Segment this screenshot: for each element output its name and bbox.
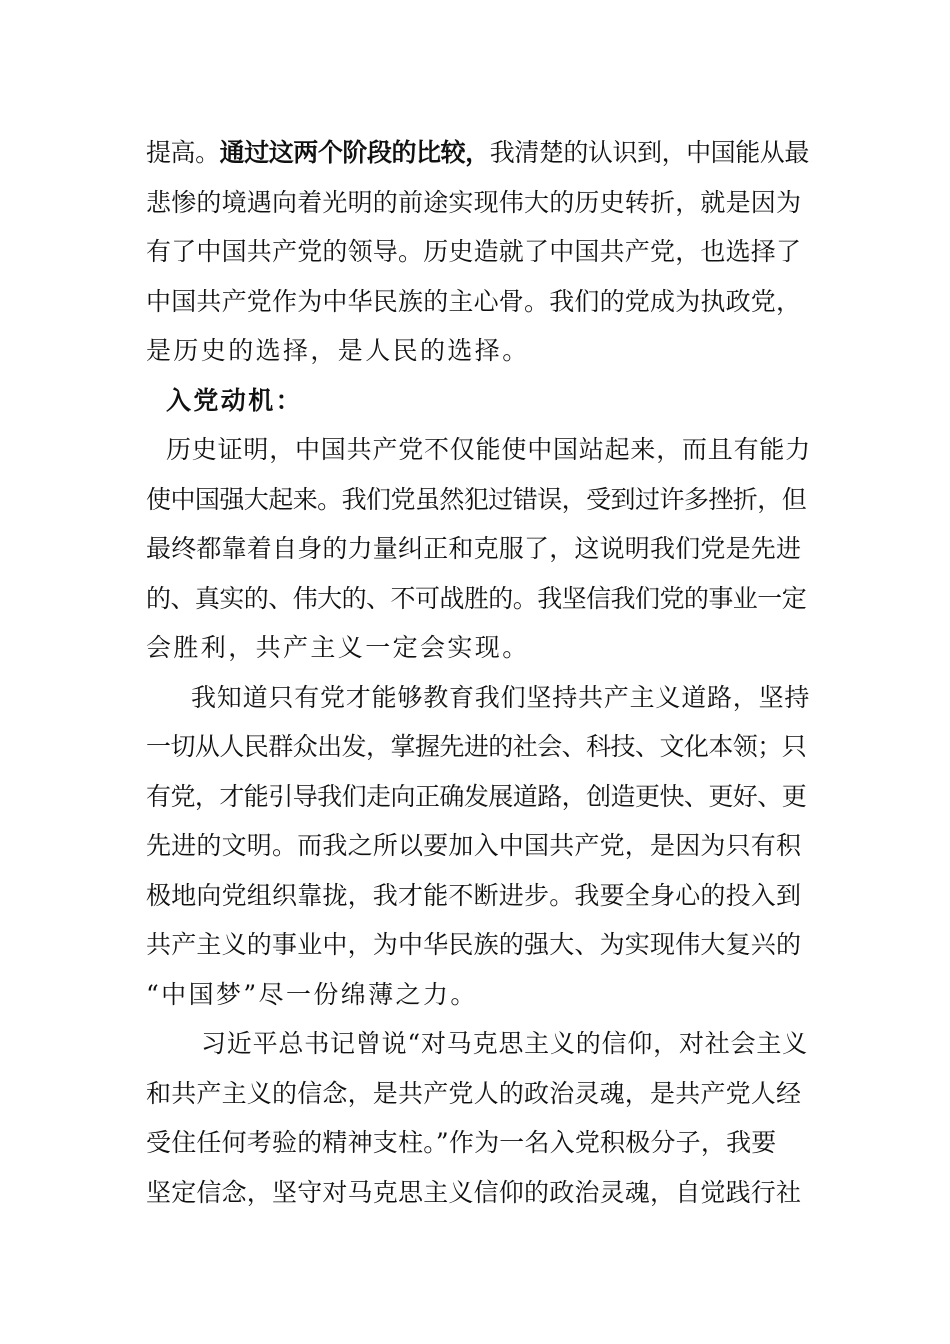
paragraph-4 xyxy=(146,1019,812,1217)
text-line: 和共产主义的信念，是共产党人的政治灵魂，是共产党人经 xyxy=(146,1078,802,1108)
text-line: 会胜利，共产主义一定会实现。 xyxy=(146,633,530,662)
text-line: 是历史的选择，是人民的选择。 xyxy=(146,336,530,365)
text-span: 提高。 xyxy=(146,138,220,167)
paragraph-1 xyxy=(146,128,812,376)
text-line: 有党，才能引导我们走向正确发展道路，创造更快、更好、更 xyxy=(146,781,807,811)
text-line: 极地向党组织靠拢，我才能不断进步。我要全身心的投入到 xyxy=(146,880,802,910)
text-line: 最终都靠着自身的力量纠正和克服了，这说明我们党是先进 xyxy=(146,534,802,563)
text-line: 我知道只有党才能够教育我们坚持共产主义道路，坚持 xyxy=(191,682,811,712)
text-line: 有了中国共产党的领导。历史造就了中国共产党，也选择了 xyxy=(146,237,802,266)
section-heading xyxy=(146,376,812,426)
paragraph-2 xyxy=(146,425,812,673)
text-line: 习近平总书记曾说“对马克思主义的信仰，对社会主义 xyxy=(201,1029,808,1058)
heading-text: 入党动机： xyxy=(166,385,304,415)
text-line: 受住任何考验的精神支柱。”作为一名入党积极分子，我要 xyxy=(146,1128,777,1157)
text-line: 共产主义的事业中，为中华民族的强大、为实现伟大复兴的 xyxy=(146,930,802,959)
text-line: 的、真实的、伟大的、不可战胜的。我坚信我们党的事业一定 xyxy=(146,583,807,613)
text-line: 历史证明，中国共产党不仅能使中国站起来，而且有能力 xyxy=(166,435,812,464)
text-span: 我清楚的认识到，中国能从最 xyxy=(489,138,809,167)
text-line: 使中国强大起来。我们党虽然犯过错误，受到过许多挫折，但 xyxy=(146,484,807,514)
text-line: “中国梦”尽一份绵薄之力。 xyxy=(146,979,478,1009)
text-line: 坚定信念，坚守对马克思主义信仰的政治灵魂，自觉践行社 xyxy=(146,1177,802,1207)
bold-phrase: 通过这两个阶段的比较， xyxy=(219,138,490,167)
document-page xyxy=(146,128,812,1217)
text-line: 先进的文明。而我之所以要加入中国共产党，是因为只有积 xyxy=(146,831,802,860)
text-line xyxy=(146,128,812,178)
paragraph-3 xyxy=(146,673,812,1020)
text-line: 中国共产党作为中华民族的主心骨。我们的党成为执政党， xyxy=(146,286,802,316)
text-line: 悲惨的境遇向着光明的前途实现伟大的历史转折，就是因为 xyxy=(146,187,802,217)
text-line: 一切从人民群众出发，掌握先进的社会、科技、文化本领；只 xyxy=(146,732,807,761)
